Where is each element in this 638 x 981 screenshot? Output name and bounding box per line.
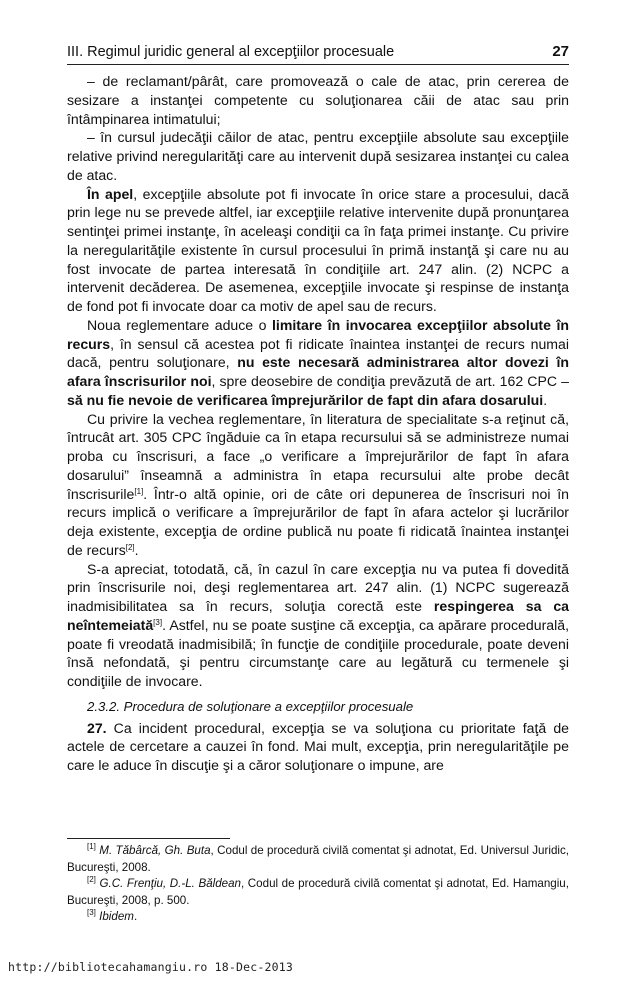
page-number: 27 (552, 43, 569, 60)
bold-phrase: nu este necesară administrarea altor dovezi în afara înscrisurilor noi (67, 354, 569, 389)
paragraph: 27. Ca incident procedural, excepţia se va soluţiona cu prioritate faţă de actele de cercetare a cauzei în fond. Mai mult, excepţia, prin neregularităţile pe care le aduce în discuţie şi a căror soluţionare o impune, are (67, 719, 569, 773)
paragraph: – în cursul judecăţii căilor de atac, pentru excepţiile absolute sau excepţiile relative privind neregularităţi care au intervenit după sesizarea instanţei cu calea de atac. (67, 129, 569, 183)
footnote: [1] M. Tăbârcă, Gh. Buta, Codul de procedură civilă comentat şi adnotat, Ed. Universul Juridic, Bucureşti, 2008. (67, 842, 569, 874)
section-subheading: 2.3.2. Procedura de soluţionare a excepţiilor procesuale (87, 698, 414, 714)
main-text (67, 72, 569, 775)
footnotes (67, 843, 569, 926)
footnote: [3] Ibidem. (87, 908, 138, 923)
bold-phrase: respingerea sa ca neîntemeiată (67, 598, 569, 633)
source-url-stamp: http://bibliotecahamangiu.ro 18-Dec-2013 (8, 960, 293, 974)
paragraph: În apel, excepţiile absolute pot fi invocate în orice stare a procesului, dacă prin lege nu se prevede altfel, iar excepţiile relative intervenite după pronunţarea sentinţei primei instanţe, în aceleaşi condiţii ca în faţa primei instanţe. Cu privire la neregularităţile existente în cursul procesului în primă instanţă şi care nu au fost invocate de partea interesată în condiţiile art. 247 alin. (2) NCPC a intervenit decăderea. De asemenea, excepţiile invocate şi respinse de instanţa de fond pot fi invocate doar ca motiv de apel sau de recurs. (67, 185, 569, 314)
running-header (67, 42, 569, 65)
paragraph-number: 27. (87, 719, 107, 736)
footnote-ref: [1] (134, 486, 144, 496)
footnote-ref: [2] (125, 542, 135, 552)
footnote: [2] G.C. Frenţiu, D.-L. Băldean, Codul de procedură civilă comentat şi adnotat, Ed. Hamangiu, Bucureşti, 2008, p. 500. (67, 875, 569, 907)
chapter-title: III. Regimul juridic general al excepţiilor procesuale (67, 44, 395, 60)
paragraph: – de reclamant/pârât, care promovează o cale de atac, prin cererea de sesizare a instanţei competente cu soluţionarea căii de atac sau prin întâmpinarea intimatului; (67, 73, 569, 127)
footnote-divider (67, 838, 230, 839)
footnote-ref: [3] (153, 617, 163, 627)
bold-phrase: limitare în invocarea excepţiilor absolute în recurs (67, 316, 569, 352)
paragraph: Cu privire la vechea reglementare, în literatura de specialitate s-a reţinut că, întrucât art. 305 CPC îngăduie ca în etapa recursului să se administreze numai proba cu înscrisuri, a face „o verificare a împrejurărilor de fapt în afara dosarului” înseamnă a administra în etapa recursului alte probe decât înscrisurile[1]. Într-o altă opinie, ori de câte ori depunerea de înscrisuri noi în recurs implică o verificare a împrejurărilor de fapt în afara actelor şi lucrărilor deja existente, excepţia de ordine publică nu poate fi ridicată înaintea instanţei de recurs[2]. (67, 410, 569, 558)
bold-phrase: să nu fie nevoie de verificarea împrejurărilor de fapt din afara dosarului (67, 391, 544, 408)
paragraph: S-a apreciat, totodată, că, în cazul în care excepţia nu va putea fi dovedită prin înscrisurile noi, deşi reglementarea art. 247 alin. (1) NCPC sugerează inadmisibilitatea sa în recurs, soluţia corectă este respingerea sa ca neîntemeiată[3]. Astfel, nu se poate susţine că excepţia, ca apărare procedurală, poate fi vreodată inadmisibilă; în funcţie de condiţiile procedurale, poate deveni însă nefondată, şi pentru circumstanţe care au legătură cu termenele şi condiţiile de invocare. (67, 560, 569, 689)
bold-term: În apel (87, 185, 134, 202)
paragraph: Noua reglementare aduce o limitare în invocarea excepţiilor absolute în recurs, în sensul că acestea pot fi ridicate înaintea instanţei de recurs numai dacă, pentru soluţionare, nu este necesară administrarea altor dovezi în afara înscrisurilor noi, spre deosebire de condiţia prevăzută de art. 162 CPC – să nu fie nevoie de verificarea împrejurărilor de fapt din afara dosarului. (67, 316, 569, 408)
